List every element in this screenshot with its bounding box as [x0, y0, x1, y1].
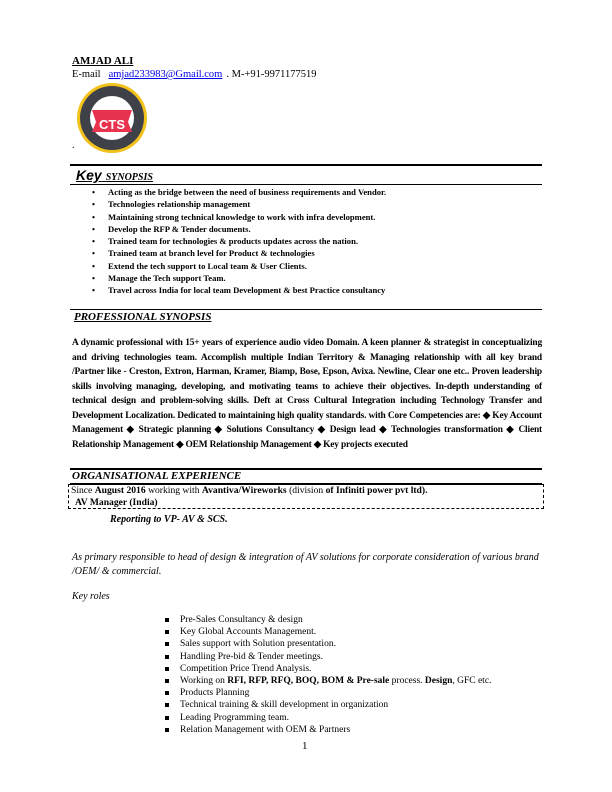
text: Design	[424, 675, 453, 686]
division-pre: (division	[289, 485, 324, 496]
heading-key: Key	[76, 167, 102, 183]
text: process.	[391, 675, 423, 686]
reporting-line: Reporting to VP- AV & SCS.	[110, 514, 228, 525]
working-with: working with	[148, 485, 200, 496]
list-item: • Travel across India for local team Development & best Practice consultancy	[92, 284, 386, 296]
list-item: • Acting as the bridge between the need of business requirements and Vendor.	[92, 186, 386, 198]
since: Since	[71, 485, 93, 496]
list-item: Pre-Sales Consultancy & design	[165, 614, 491, 626]
job-title: AV Manager (India)	[75, 497, 158, 508]
competency: Key Account Management	[72, 410, 542, 435]
list-item: • Trained team at branch level for Product & technologies	[92, 247, 386, 259]
list-item: Key Global Accounts Management.	[165, 626, 491, 638]
mobile-number: . M-+91-9971177519	[226, 69, 317, 80]
list-item: Sales support with Solution presentation.	[165, 638, 491, 650]
list-item: Leading Programming team.	[165, 712, 491, 724]
start-date: August 2016	[94, 485, 146, 496]
division: of Infiniti power pvt ltd).	[325, 485, 428, 496]
role-summary: As primary responsible to head of design & integration of AV solutions for corporate consideration of various brand /OEM/ & commercial.	[72, 552, 539, 577]
current-position-box	[68, 484, 544, 509]
list-item: Handling Pre-bid & Tender meetings.	[165, 651, 491, 663]
list-item: Technical training & skill development in organization	[165, 699, 491, 711]
professional-synopsis-heading: PROFESSIONAL SYNOPSIS	[74, 311, 212, 323]
competency: Solutions Consultancy	[226, 425, 315, 435]
competency: OEM Relationship Management	[185, 439, 312, 450]
competency: Key projects executed	[323, 439, 408, 450]
key-roles-list	[165, 614, 491, 736]
list-item: • Extend the tech support to Local team & User Clients.	[92, 260, 386, 272]
list-item: • Technologies relationship management	[92, 198, 386, 210]
key-synopsis-heading	[76, 167, 153, 185]
divider	[70, 309, 542, 310]
synopsis-body: A dynamic professional with 15+ years of experience audio video Domain. A keen planner & strategist in conceptualizing and driving technologies team. Accomplish multiple Indian Territory & Managing relationship with all key brand /Partner like - Creston, Extron, Harman, Kramer, Biamp, Bose, Epson, Avixa. Newline, Clear one etc.. Proven leadership skills involving managing, developing, and motivating teams to achieve their objectives. In-depth understanding of technical design and problem-solving skills. Deft at Cross Cultural Integration including Technology Transfer and Development Localization. Dedicated to maintaining high quality standards. with Core Competencies are:	[72, 338, 542, 421]
company: Avantiva/Wireworks	[201, 485, 287, 496]
list-item: • Develop the RFP & Tender documents.	[92, 223, 386, 235]
page-number: 1	[302, 740, 308, 752]
competency: Strategic planning	[138, 425, 212, 435]
stray-dot: .	[72, 140, 75, 151]
list-item: • Maintaining strong technical knowledge to work with infra development.	[92, 211, 386, 223]
list-item: • Trained team for technologies & products updates across the nation.	[92, 235, 386, 247]
professional-synopsis-text: A dynamic professional with 15+ years of experience audio video Domain. A keen planner & strategist in conceptualizing and driving technologies team. Accomplish multiple Indian Territory & Managing relationship with all key brand /Partner like - Creston, Extron, Harman, Kramer, Biamp, Bose, Epson, Avixa. Newline, Clear one etc.. Proven leadership skills involving managing, developing, and motivating teams to achieve their objectives. In-depth understanding of technical design and problem-solving skills. Deft at Cross Cultural Integration including Technology Transfer and Development Localization. Dedicated to maintaining high quality standards. with Core Competencies are: ◆ Key Account Management ◆ Strategic planning ◆ Solutions Consultancy ◆ Design lead ◆ Technologies transformation ◆ Client Relationship Management ◆ OEM Relationship Management ◆ Key projects executed	[72, 338, 543, 450]
competency: Client Relationship Management	[72, 425, 543, 450]
svg-text:CTS: CTS	[99, 117, 125, 132]
competency: Technologies transformation	[391, 425, 503, 435]
text: Working on	[180, 675, 225, 686]
candidate-name: AMJAD ALI	[72, 55, 134, 67]
divider	[70, 184, 542, 185]
list-item: • Manage the Tech support Team.	[92, 272, 386, 284]
email-link[interactable]: amjad233983@Gmail.com	[108, 69, 223, 80]
list-item	[165, 675, 491, 687]
contact-line	[72, 69, 316, 80]
text: RFI, RFP, RFQ, BOQ, BOM & Pre-sale	[227, 675, 390, 686]
experience-heading: ORGANISATIONAL EXPERIENCE	[72, 470, 242, 482]
list-item: Relation Management with OEM & Partners	[165, 724, 491, 736]
email-label: E-mail	[72, 69, 101, 80]
list-item: Products Planning	[165, 687, 491, 699]
heading-synopsis: SYNOPSIS	[105, 172, 153, 183]
divider	[70, 164, 542, 166]
key-synopsis-list	[92, 186, 386, 297]
cts-certification-logo	[76, 82, 148, 154]
key-roles-heading: Key roles	[72, 591, 110, 602]
competency: Design lead	[329, 425, 376, 435]
employment-line	[71, 485, 543, 497]
text: , GFC etc.	[452, 675, 492, 686]
list-item: Competition Price Trend Analysis.	[165, 663, 491, 675]
